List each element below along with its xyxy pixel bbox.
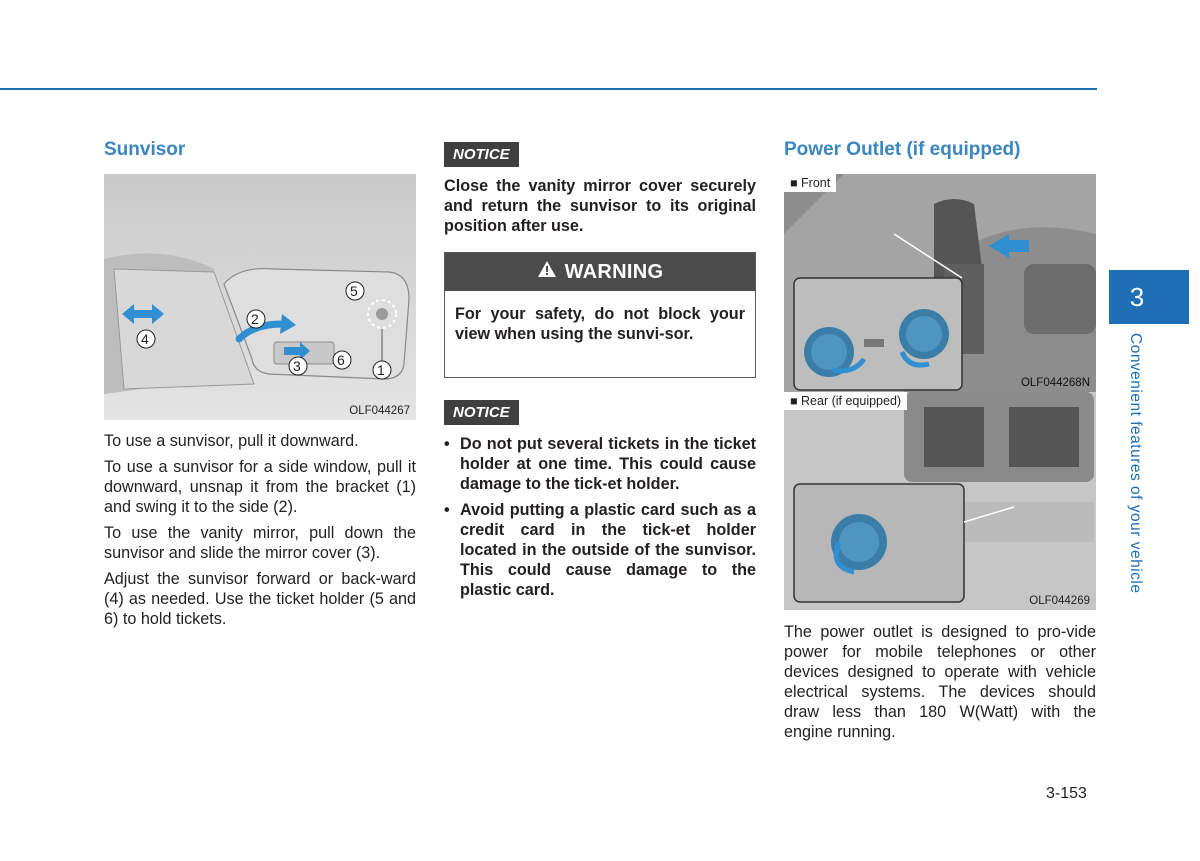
callout-1: 1 xyxy=(377,362,385,378)
bullet-glyph: • xyxy=(444,435,450,453)
list-item xyxy=(444,500,756,600)
sunvisor-para-1: To use a sunvisor, pull it downward. xyxy=(104,432,359,450)
list-item xyxy=(444,434,756,494)
sunvisor-heading: Sunvisor xyxy=(104,139,186,160)
callout-4: 4 xyxy=(141,331,149,347)
page-number: 3-153 xyxy=(1046,785,1087,802)
notice-2-list xyxy=(444,434,756,606)
callout-2: 2 xyxy=(251,311,259,327)
notice-tag-2: NOTICE xyxy=(444,400,519,425)
front-figure-code: OLF044268N xyxy=(1020,377,1090,389)
sunvisor-figure-code: OLF044267 xyxy=(349,405,410,417)
power-outlet-text: The power outlet is designed to pro-vide power for mobile telephones or other devices designed to operate with vehicle electrical systems. The devices should draw less than 180 W(Watt) with the engine running. xyxy=(784,623,1096,741)
sunvisor-text xyxy=(104,431,416,635)
warning-text: For your safety, do not block your view when using the sunvi-sor. xyxy=(455,305,745,343)
chapter-title: Convenient features of your vehicle xyxy=(1127,333,1144,594)
chapter-number: 3 xyxy=(1129,281,1145,312)
rear-outlet-illustration xyxy=(784,392,1096,610)
callout-6: 6 xyxy=(337,352,345,368)
notice-1-text: Close the vanity mirror cover securely and return the sunvisor to its original position after use. xyxy=(444,177,756,235)
top-rule xyxy=(0,88,1097,90)
callout-3: 3 xyxy=(293,358,301,374)
callout-5: 5 xyxy=(350,283,358,299)
sunvisor-para-2: To use a sunvisor for a side window, pull it downward, unsnap it from the bracket (1) and swing it to the side (2). xyxy=(104,458,416,516)
bullet-text-1: Do not put several tickets in the ticket holder at one time. This could cause damage to the tick-et holder. xyxy=(460,435,756,493)
warning-box xyxy=(444,252,756,378)
warning-title: WARNING xyxy=(564,260,664,283)
warning-header xyxy=(445,253,755,291)
power-outlet-heading: Power Outlet (if equipped) xyxy=(784,139,1021,160)
bullet-glyph: • xyxy=(444,501,450,519)
bullet-text-2: Avoid putting a plastic card such as a credit card in the tick-et holder located in the outside of the sunvisor. This could cause damage to the plastic card. xyxy=(460,501,756,599)
chapter-tab xyxy=(1109,270,1189,324)
sunvisor-figure xyxy=(104,174,416,420)
rear-figure-code: OLF044269 xyxy=(1029,595,1090,607)
warning-triangle-icon xyxy=(537,260,557,284)
sunvisor-para-4: Adjust the sunvisor forward or back-ward (4) as needed. Use the ticket holder (5 and 6) to hold tickets. xyxy=(104,570,416,628)
front-figure-label: ■ Front xyxy=(784,174,836,192)
rear-outlet-figure xyxy=(784,392,1096,610)
sunvisor-illustration xyxy=(104,174,416,420)
rear-figure-label: ■ Rear (if equipped) xyxy=(784,392,907,410)
sunvisor-para-3: To use the vanity mirror, pull down the sunvisor and slide the mirror cover (3). xyxy=(104,524,416,562)
front-outlet-illustration xyxy=(784,174,1096,392)
notice-tag-1: NOTICE xyxy=(444,142,519,167)
front-outlet-figure xyxy=(784,174,1096,392)
